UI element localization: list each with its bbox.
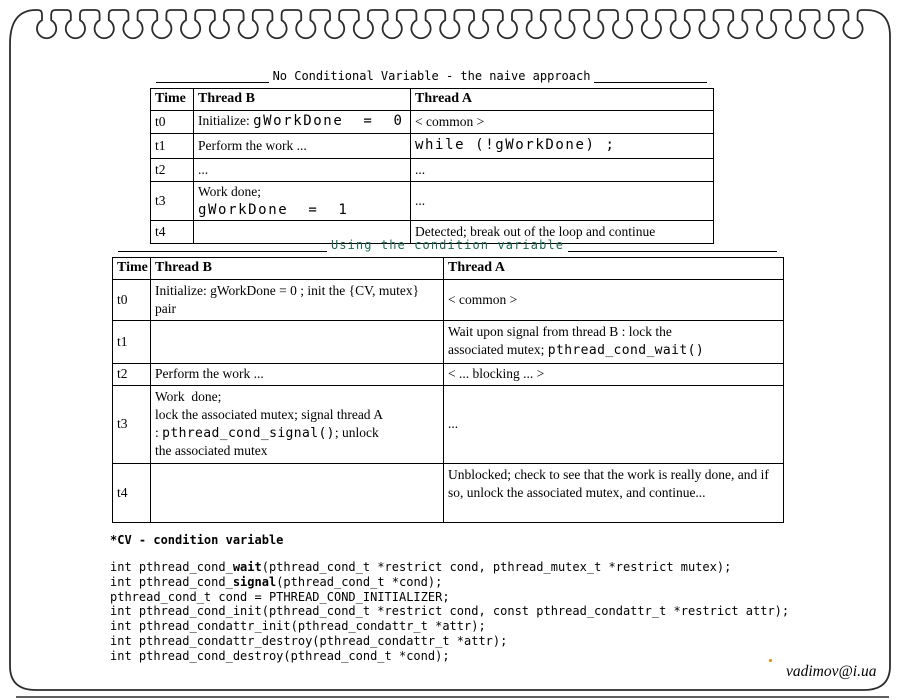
code-text: int pthread_cond_ [110,560,233,574]
cell-line: Work done; [155,388,222,404]
code-line [110,619,789,634]
cell-line: the associated mutex [155,442,268,458]
code-text: (pthread_cond_t *cond); [276,574,443,589]
code-line [110,649,789,664]
code-line [110,560,789,575]
time-cell: t2 [151,158,194,181]
thread-a-cell: ... [444,385,784,463]
thread-a-cell: < ... blocking ... > [444,363,784,385]
thread-b-cell: Perform the work ... [151,363,444,385]
caption-rule-right [568,238,777,252]
time-cell: t4 [113,463,151,522]
caption-rule-left [118,238,327,252]
code-text: int pthread_cond_destroy(pthread_cond_t *cond); [110,648,450,663]
inline-code: gWorkDone = 0 [253,113,404,130]
table-header-row [113,258,784,280]
thread-b-cell [151,463,444,522]
code-line [110,590,789,605]
code-text: int pthread_condattr_destroy(pthread_condattr_t *attr); [110,633,508,648]
inline-code: while (!gWorkDone) ; [415,137,616,154]
code-line [110,604,789,619]
table-row [151,110,714,133]
col-header-thread-a: Thread A [411,89,714,111]
cell-text: ; unlock [334,424,379,440]
thread-b-cell: Perform the work ... [194,133,411,158]
inline-code: gWorkDone = 1 [198,201,349,218]
cell-line: Wait upon signal from thread B : lock the [448,323,672,339]
thread-b-cell [151,385,444,463]
code-text: int pthread_cond_ [110,574,233,589]
col-header-thread-b: Thread B [151,258,444,280]
table-row [113,320,784,363]
code-line [110,634,789,649]
thread-b-cell: Initialize: gWorkDone = 0 ; init the {CV, mutex} pair [151,279,444,320]
caption-rule-left [156,69,269,83]
pthread-code-listing [110,560,789,664]
thread-b-cell [194,110,411,133]
time-cell: t1 [113,320,151,363]
thread-a-cell: ... [411,181,714,221]
time-cell: t1 [151,133,194,158]
table-header-row [151,89,714,111]
code-text: pthread_cond_t cond = PTHREAD_COND_INITIALIZER; [110,589,450,604]
cell-line: lock the associated mutex; signal thread A [155,406,383,422]
time-cell: t0 [113,279,151,320]
code-line [110,575,789,590]
time-cell: t0 [151,110,194,133]
col-header-time: Time [113,258,151,280]
code-text: int pthread_cond_init(pthread_cond_t *restrict cond, const pthread_condattr_t *restrict attr); [110,604,790,619]
cv-footnote: *CV - condition variable [110,533,284,547]
code-bold: signal [232,574,277,589]
thread-a-cell [411,133,714,158]
inline-code: pthread_cond_wait() [547,342,705,358]
code-text: int pthread_condattr_init(pthread_condattr_t *attr); [110,619,486,634]
condition-variable-table [112,257,784,523]
cell-text: associated mutex; [448,341,548,357]
col-header-time: Time [151,89,194,111]
inline-code: pthread_cond_signal() [162,425,335,441]
thread-a-cell [444,320,784,363]
table2-caption [112,238,783,254]
orange-speck [769,659,772,662]
time-cell: t4 [151,221,194,244]
code-bold: wait [232,560,262,574]
thread-a-cell: ... [411,158,714,181]
code-text: (pthread_cond_t *restrict cond, pthread_mutex_t *restrict mutex); [261,560,732,574]
cell-text: Work done; [198,183,262,199]
table-row [113,463,784,522]
time-cell: t3 [113,385,151,463]
caption-rule-right [594,69,707,83]
col-header-thread-b: Thread B [194,89,411,111]
table-row [151,133,714,158]
table2-caption-text: Using the condition variable [330,238,565,252]
thread-b-cell [194,181,411,221]
thread-a-cell: < common > [444,279,784,320]
thread-b-cell [151,320,444,363]
cell-line [155,424,439,442]
naive-approach-table [150,88,714,244]
cell-line [448,341,779,359]
thread-b-cell: ... [194,158,411,181]
table-row [151,181,714,221]
watermark-email: vadimov@i.ua [786,663,877,680]
time-cell: t2 [113,363,151,385]
table1-caption-text: No Conditional Variable - the naive approach [272,69,591,83]
cell-text: Initialize: [198,113,254,129]
table-row [113,385,784,463]
col-header-thread-a: Thread A [444,258,784,280]
table-row [113,363,784,385]
table-row [151,158,714,181]
table-row [113,279,784,320]
thread-a-cell: Detected; break out of the loop and continue [411,221,714,244]
thread-a-cell: < common > [411,110,714,133]
thread-a-cell: Unblocked; check to see that the work is really done, and if so, unlock the associated mutex, and continue... [444,463,784,522]
cell-text: : [155,424,163,440]
time-cell: t3 [151,181,194,221]
table1-caption [150,69,713,85]
